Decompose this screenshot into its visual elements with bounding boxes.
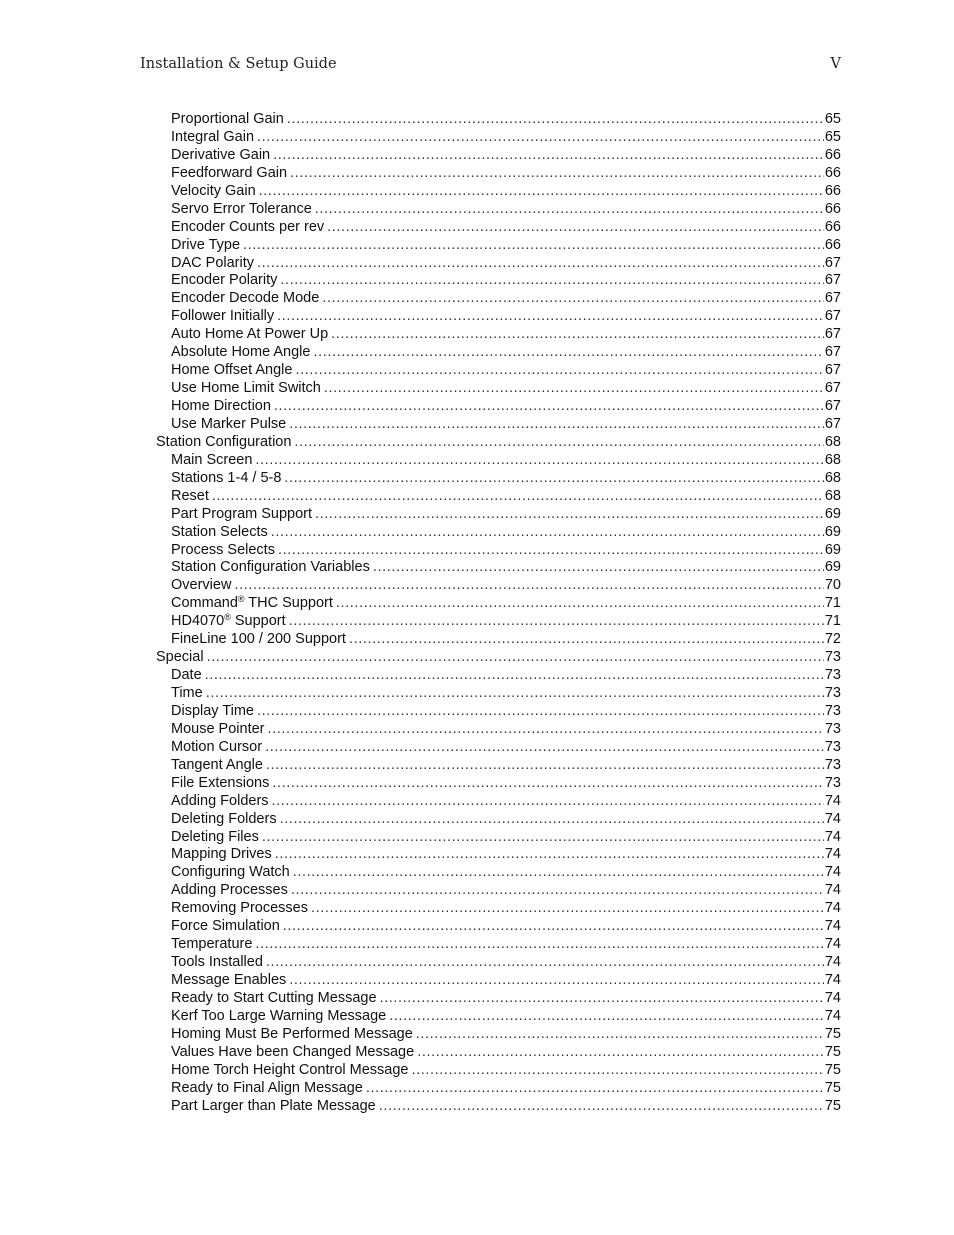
toc-entry-label-text: Deleting Folders — [171, 810, 277, 827]
toc-entry[interactable] — [0, 416, 954, 434]
toc-dot-leader — [265, 739, 824, 757]
toc-dot-leader — [416, 1026, 824, 1044]
toc-entry[interactable] — [0, 524, 954, 542]
toc-page-number: 73 — [824, 685, 841, 701]
toc-page-number: 74 — [824, 810, 841, 827]
toc-page-number: 74 — [824, 882, 841, 899]
toc-page-number: 67 — [824, 308, 841, 325]
toc-dot-leader — [322, 290, 824, 308]
toc-page-number: 69 — [824, 559, 841, 576]
toc-page-number: 73 — [824, 649, 841, 666]
toc-entry-label-text: Home Offset Angle — [171, 362, 293, 379]
toc-dot-leader — [336, 595, 824, 613]
toc-entry[interactable] — [0, 344, 954, 362]
toc-entry-label — [171, 846, 272, 864]
toc-dot-leader — [313, 344, 823, 362]
toc-entry-label-text: Special — [156, 649, 204, 666]
toc-entry-label-text: Time — [171, 685, 203, 701]
toc-entry-label — [171, 201, 312, 219]
toc-entry[interactable] — [0, 811, 954, 829]
toc-page-number: 70 — [824, 577, 841, 594]
toc-entry-label-text: Process Selects — [171, 541, 275, 558]
toc-entry-label-text: Adding Folders — [171, 792, 269, 809]
toc-entry[interactable] — [0, 1008, 954, 1026]
toc-entry-label-text: Integral Gain — [171, 128, 255, 145]
toc-entry-label-text: Display Time — [171, 702, 254, 719]
toc-entry-label — [171, 542, 275, 560]
toc-page-number: 74 — [824, 828, 841, 845]
toc-page-number: 75 — [824, 1025, 841, 1042]
toc-page-number: 67 — [824, 415, 841, 432]
toc-dot-leader — [266, 757, 824, 775]
toc-entry[interactable] — [0, 111, 954, 129]
toc-dot-leader — [243, 237, 824, 255]
toc-entry-label-text: Tangent Angle — [171, 756, 263, 773]
toc-dot-leader — [287, 111, 824, 129]
toc-entry-label-text: Station Selects — [171, 523, 268, 540]
toc-entry[interactable] — [0, 290, 954, 308]
toc-entry[interactable] — [0, 829, 954, 847]
toc-entry-label — [171, 793, 269, 811]
toc-entry-label-text: Adding Processes — [171, 882, 288, 899]
toc-dot-leader — [274, 398, 824, 416]
toc-entry-label-text: Proportional Gain — [171, 111, 284, 127]
toc-entry-label — [171, 344, 310, 362]
toc-entry-label — [171, 147, 270, 165]
toc-entry-label-suffix: THC Support — [244, 595, 333, 612]
toc-entry[interactable] — [0, 739, 954, 757]
toc-entry[interactable] — [0, 1098, 954, 1116]
toc-entry[interactable] — [0, 183, 954, 201]
toc-entry[interactable] — [0, 219, 954, 237]
toc-entry-label — [156, 649, 204, 667]
toc-page-number: 65 — [824, 111, 841, 127]
toc-entry[interactable] — [0, 595, 954, 613]
toc-page-number: 67 — [824, 362, 841, 379]
toc-page-number: 66 — [824, 236, 841, 253]
toc-entry-label — [171, 1098, 376, 1116]
toc-entry[interactable] — [0, 631, 954, 649]
toc-dot-leader — [411, 1062, 823, 1080]
toc-page-number: 74 — [824, 1007, 841, 1024]
toc-entry-label-text: Tools Installed — [171, 954, 263, 971]
toc-page-number: 73 — [824, 702, 841, 719]
toc-entry[interactable] — [0, 165, 954, 183]
toc-entry-label — [171, 237, 240, 255]
toc-entry[interactable] — [0, 900, 954, 918]
toc-entry-label-text: Auto Home At Power Up — [171, 326, 329, 343]
toc-page-number: 67 — [824, 272, 841, 289]
toc-entry-label-text: Force Simulation — [171, 918, 280, 935]
toc-entry-label — [171, 613, 286, 631]
toc-entry-label-text: Deleting Files — [171, 828, 259, 845]
toc-dot-leader — [272, 775, 824, 793]
toc-entry-label-text: Use Marker Pulse — [171, 415, 287, 432]
toc-entry-label-text: Stations 1-4 / 5-8 — [171, 469, 282, 486]
toc-entry-label-text: Feedforward Gain — [171, 164, 288, 181]
toc-entry[interactable] — [0, 685, 954, 703]
toc-entry-label — [171, 972, 286, 990]
toc-entry-label — [171, 272, 277, 290]
toc-entry[interactable] — [0, 147, 954, 165]
toc-page-number: 67 — [824, 290, 841, 307]
toc-entry[interactable] — [0, 272, 954, 290]
toc-entry-label-text: Station Configuration — [156, 433, 292, 450]
toc-entry[interactable] — [0, 470, 954, 488]
toc-dot-leader — [272, 793, 824, 811]
toc-entry-label-text: Overview — [171, 577, 232, 594]
toc-page-number: 66 — [824, 218, 841, 235]
toc-page-number: 74 — [824, 864, 841, 881]
toc-entry[interactable] — [0, 613, 954, 631]
toc-page-number: 73 — [824, 738, 841, 755]
toc-entry-label — [171, 811, 277, 829]
toc-dot-leader — [311, 900, 824, 918]
toc-entry-label — [171, 667, 202, 685]
toc-entry[interactable] — [0, 721, 954, 739]
toc-entry[interactable] — [0, 559, 954, 577]
toc-dot-leader — [277, 308, 824, 326]
toc-entry-label — [171, 380, 321, 398]
toc-page-number: 72 — [824, 631, 841, 648]
toc-dot-leader — [284, 470, 823, 488]
toc-entry-label — [171, 165, 287, 183]
toc-dot-leader — [255, 452, 823, 470]
toc-entry-label-text: Home Torch Height Control Message — [171, 1061, 409, 1078]
toc-dot-leader — [273, 147, 824, 165]
table-of-contents — [0, 111, 954, 1116]
toc-entry-label — [171, 308, 274, 326]
toc-entry-label-text: Motion Cursor — [171, 738, 263, 755]
toc-dot-leader — [417, 1044, 824, 1062]
toc-entry-label — [171, 703, 254, 721]
toc-entry[interactable] — [0, 918, 954, 936]
toc-page-number: 73 — [824, 756, 841, 773]
toc-entry[interactable] — [0, 362, 954, 380]
toc-entry[interactable] — [0, 990, 954, 1008]
toc-dot-leader — [293, 864, 824, 882]
toc-page-number: 67 — [824, 380, 841, 397]
toc-entry[interactable] — [0, 1044, 954, 1062]
toc-entry-label-text: File Extensions — [171, 774, 270, 791]
toc-entry-label — [171, 255, 254, 273]
toc-entry-label — [171, 1026, 413, 1044]
toc-entry-label-text: HD4070 — [171, 613, 225, 630]
toc-dot-leader — [289, 972, 824, 990]
toc-entry-label — [171, 739, 262, 757]
toc-dot-leader — [257, 703, 824, 721]
toc-entry-label-text: Removing Processes — [171, 900, 308, 917]
toc-page-number: 75 — [824, 1043, 841, 1060]
toc-dot-leader — [205, 667, 824, 685]
toc-entry-label-text: FineLine 100 / 200 Support — [171, 631, 346, 648]
toc-dot-leader — [206, 685, 824, 703]
toc-entry-label — [171, 506, 312, 524]
toc-entry[interactable] — [0, 667, 954, 685]
toc-page-number: 68 — [824, 433, 841, 450]
toc-dot-leader — [207, 649, 824, 667]
toc-entry-label-text: Follower Initially — [171, 308, 275, 325]
toc-dot-leader — [257, 129, 824, 147]
registered-mark: ® — [224, 612, 231, 623]
toc-entry-label-text: Reset — [171, 487, 209, 504]
toc-entry[interactable] — [0, 846, 954, 864]
toc-entry-label-text: Ready to Final Align Message — [171, 1079, 363, 1096]
toc-dot-leader — [349, 631, 824, 649]
toc-dot-leader — [331, 326, 824, 344]
toc-page-number: 67 — [824, 254, 841, 271]
toc-entry[interactable] — [0, 380, 954, 398]
toc-dot-leader — [212, 488, 824, 506]
toc-entry[interactable] — [0, 488, 954, 506]
toc-entry[interactable] — [0, 793, 954, 811]
toc-entry[interactable] — [0, 882, 954, 900]
toc-entry-label — [171, 936, 252, 954]
toc-entry-label — [171, 524, 268, 542]
toc-page-number: 68 — [824, 487, 841, 504]
toc-page-number: 67 — [824, 344, 841, 361]
toc-entry-label-text: Part Program Support — [171, 505, 313, 522]
toc-entry-label — [171, 577, 231, 595]
toc-page-number: 73 — [824, 720, 841, 737]
toc-entry-label-text: Message Enables — [171, 972, 287, 988]
toc-page-number: 66 — [824, 182, 841, 199]
toc-dot-leader — [266, 954, 824, 972]
toc-dot-leader — [379, 1098, 824, 1116]
toc-dot-leader — [294, 434, 823, 452]
toc-entry-label-text: Part Larger than Plate Message — [171, 1097, 376, 1114]
toc-entry-label-text: Main Screen — [171, 451, 253, 468]
toc-entry[interactable] — [0, 1080, 954, 1098]
toc-dot-leader — [315, 201, 824, 219]
toc-page-number: 74 — [824, 918, 841, 935]
toc-entry-label-text: Servo Error Tolerance — [171, 200, 312, 217]
toc-entry-label — [171, 918, 280, 936]
toc-entry-label — [171, 721, 265, 739]
toc-dot-leader — [289, 613, 824, 631]
toc-entry-label-text: Encoder Decode Mode — [171, 290, 320, 307]
toc-entry[interactable] — [0, 703, 954, 721]
toc-entry[interactable] — [0, 757, 954, 775]
toc-page-number: 74 — [824, 900, 841, 917]
toc-entry[interactable] — [0, 954, 954, 972]
toc-entry[interactable] — [0, 577, 954, 595]
toc-dot-leader — [280, 272, 823, 290]
toc-entry[interactable] — [0, 936, 954, 954]
toc-entry-label — [171, 111, 284, 129]
toc-entry-label — [171, 882, 288, 900]
toc-entry-label — [171, 183, 256, 201]
toc-entry-label — [171, 129, 254, 147]
toc-dot-leader — [255, 936, 823, 954]
toc-entry[interactable] — [0, 452, 954, 470]
toc-dot-leader — [324, 380, 824, 398]
toc-entry-label-text: Absolute Home Angle — [171, 344, 311, 361]
toc-dot-leader — [271, 524, 824, 542]
toc-dot-leader — [315, 506, 824, 524]
toc-entry[interactable] — [0, 1026, 954, 1044]
toc-page-number: 66 — [824, 200, 841, 217]
toc-dot-leader — [289, 416, 824, 434]
toc-page-number: 74 — [824, 936, 841, 953]
toc-dot-leader — [280, 811, 824, 829]
toc-page-number: 74 — [824, 972, 841, 988]
toc-entry[interactable] — [0, 326, 954, 344]
toc-entry-label-text: Station Configuration Variables — [171, 559, 370, 576]
toc-entry-label — [171, 900, 308, 918]
toc-entry-label — [171, 559, 370, 577]
toc-entry-label-text: Kerf Too Large Warning Message — [171, 1007, 387, 1024]
toc-entry-label — [171, 757, 263, 775]
toc-page-number: 68 — [824, 469, 841, 486]
toc-dot-leader — [259, 183, 824, 201]
toc-page-number: 74 — [824, 954, 841, 971]
toc-dot-leader — [295, 362, 823, 380]
toc-entry-label-text: Ready to Start Cutting Message — [171, 989, 377, 1006]
page-header-number: V — [830, 56, 841, 72]
toc-entry-label-text: DAC Polarity — [171, 254, 254, 271]
toc-entry-label-text: Command — [171, 595, 238, 612]
toc-page-number: 68 — [824, 451, 841, 468]
toc-entry-label — [171, 326, 328, 344]
toc-dot-leader — [283, 918, 824, 936]
page-header-title: Installation & Setup Guide — [140, 56, 337, 72]
toc-entry[interactable] — [0, 864, 954, 882]
toc-dot-leader — [278, 542, 824, 560]
toc-entry[interactable] — [0, 398, 954, 416]
toc-entry-label — [171, 488, 209, 506]
toc-entry-label — [171, 1044, 414, 1062]
toc-entry-label-text: Temperature — [171, 936, 253, 953]
toc-dot-leader — [262, 829, 824, 847]
toc-entry-label-suffix: Support — [230, 613, 286, 630]
toc-page-number: 65 — [824, 128, 841, 145]
toc-entry-label-text: Encoder Polarity — [171, 272, 278, 289]
toc-page-number: 75 — [824, 1079, 841, 1096]
toc-entry-label-text: Home Direction — [171, 398, 271, 414]
toc-dot-leader — [327, 219, 824, 237]
toc-dot-leader — [290, 165, 824, 183]
toc-page-number: 73 — [824, 667, 841, 684]
toc-entry-label — [171, 1080, 363, 1098]
toc-entry[interactable] — [0, 255, 954, 273]
toc-dot-leader — [380, 990, 824, 1008]
toc-entry[interactable] — [0, 1062, 954, 1080]
toc-entry-label — [171, 452, 252, 470]
toc-dot-leader — [366, 1080, 824, 1098]
toc-entry-label-text: Encoder Counts per rev — [171, 218, 325, 235]
toc-dot-leader — [257, 255, 824, 273]
toc-entry-label-text: Use Home Limit Switch — [171, 380, 321, 397]
toc-entry-label — [171, 829, 259, 847]
toc-entry-label — [171, 864, 290, 882]
toc-entry[interactable] — [0, 308, 954, 326]
toc-page-number: 67 — [824, 326, 841, 343]
toc-page-number: 75 — [824, 1061, 841, 1078]
toc-entry[interactable] — [0, 201, 954, 219]
toc-entry-label-text: Drive Type — [171, 236, 241, 253]
toc-page-number: 67 — [824, 398, 841, 414]
toc-entry-label-text: Homing Must Be Performed Message — [171, 1025, 413, 1042]
toc-entry[interactable] — [0, 506, 954, 524]
toc-entry[interactable] — [0, 129, 954, 147]
toc-page-number: 74 — [824, 792, 841, 809]
toc-entry-label — [171, 416, 286, 434]
toc-entry-label — [171, 362, 292, 380]
toc-page-number: 74 — [824, 846, 841, 863]
toc-page-number: 74 — [824, 989, 841, 1006]
toc-entry-label — [171, 954, 263, 972]
toc-entry[interactable] — [0, 237, 954, 255]
toc-entry-label — [171, 685, 203, 703]
toc-page-number: 71 — [824, 595, 841, 612]
toc-entry-label-text: Date — [171, 667, 202, 684]
toc-entry[interactable] — [0, 542, 954, 560]
toc-entry-label-text: Derivative Gain — [171, 146, 271, 163]
toc-entry-label — [171, 290, 319, 308]
toc-dot-leader — [234, 577, 823, 595]
registered-mark: ® — [237, 594, 245, 605]
toc-page-number: 66 — [824, 146, 841, 163]
toc-entry-label-text: Mouse Pointer — [171, 720, 265, 737]
toc-entry-label — [171, 1062, 408, 1080]
toc-dot-leader — [291, 882, 824, 900]
toc-page-number: 69 — [824, 505, 841, 522]
toc-entry-label — [171, 1008, 386, 1026]
toc-entry-label — [171, 631, 346, 649]
toc-entry-label-text: Velocity Gain — [171, 182, 256, 199]
toc-dot-leader — [268, 721, 824, 739]
toc-page-number: 69 — [824, 541, 841, 558]
toc-dot-leader — [389, 1008, 824, 1026]
toc-page-number: 73 — [824, 774, 841, 791]
toc-entry[interactable] — [0, 775, 954, 793]
toc-entry-label — [171, 398, 271, 416]
toc-page-number: 66 — [824, 164, 841, 181]
toc-entry-label-text: Values Have been Changed Message — [171, 1043, 415, 1060]
toc-entry-label — [156, 434, 291, 452]
toc-page-number: 75 — [824, 1097, 841, 1114]
toc-entry-label-text: Mapping Drives — [171, 846, 272, 863]
toc-section-entry[interactable] — [0, 434, 954, 452]
toc-page-number: 71 — [824, 613, 841, 630]
toc-section-entry[interactable] — [0, 649, 954, 667]
toc-entry[interactable] — [0, 972, 954, 990]
toc-entry-label — [171, 595, 333, 613]
toc-entry-label — [171, 775, 269, 793]
toc-entry-label-text: Configuring Watch — [171, 864, 290, 881]
toc-entry-label — [171, 470, 281, 488]
toc-dot-leader — [373, 559, 824, 577]
toc-entry-label — [171, 219, 324, 237]
toc-entry-label — [171, 990, 377, 1008]
toc-page-number: 69 — [824, 523, 841, 540]
toc-dot-leader — [275, 846, 824, 864]
